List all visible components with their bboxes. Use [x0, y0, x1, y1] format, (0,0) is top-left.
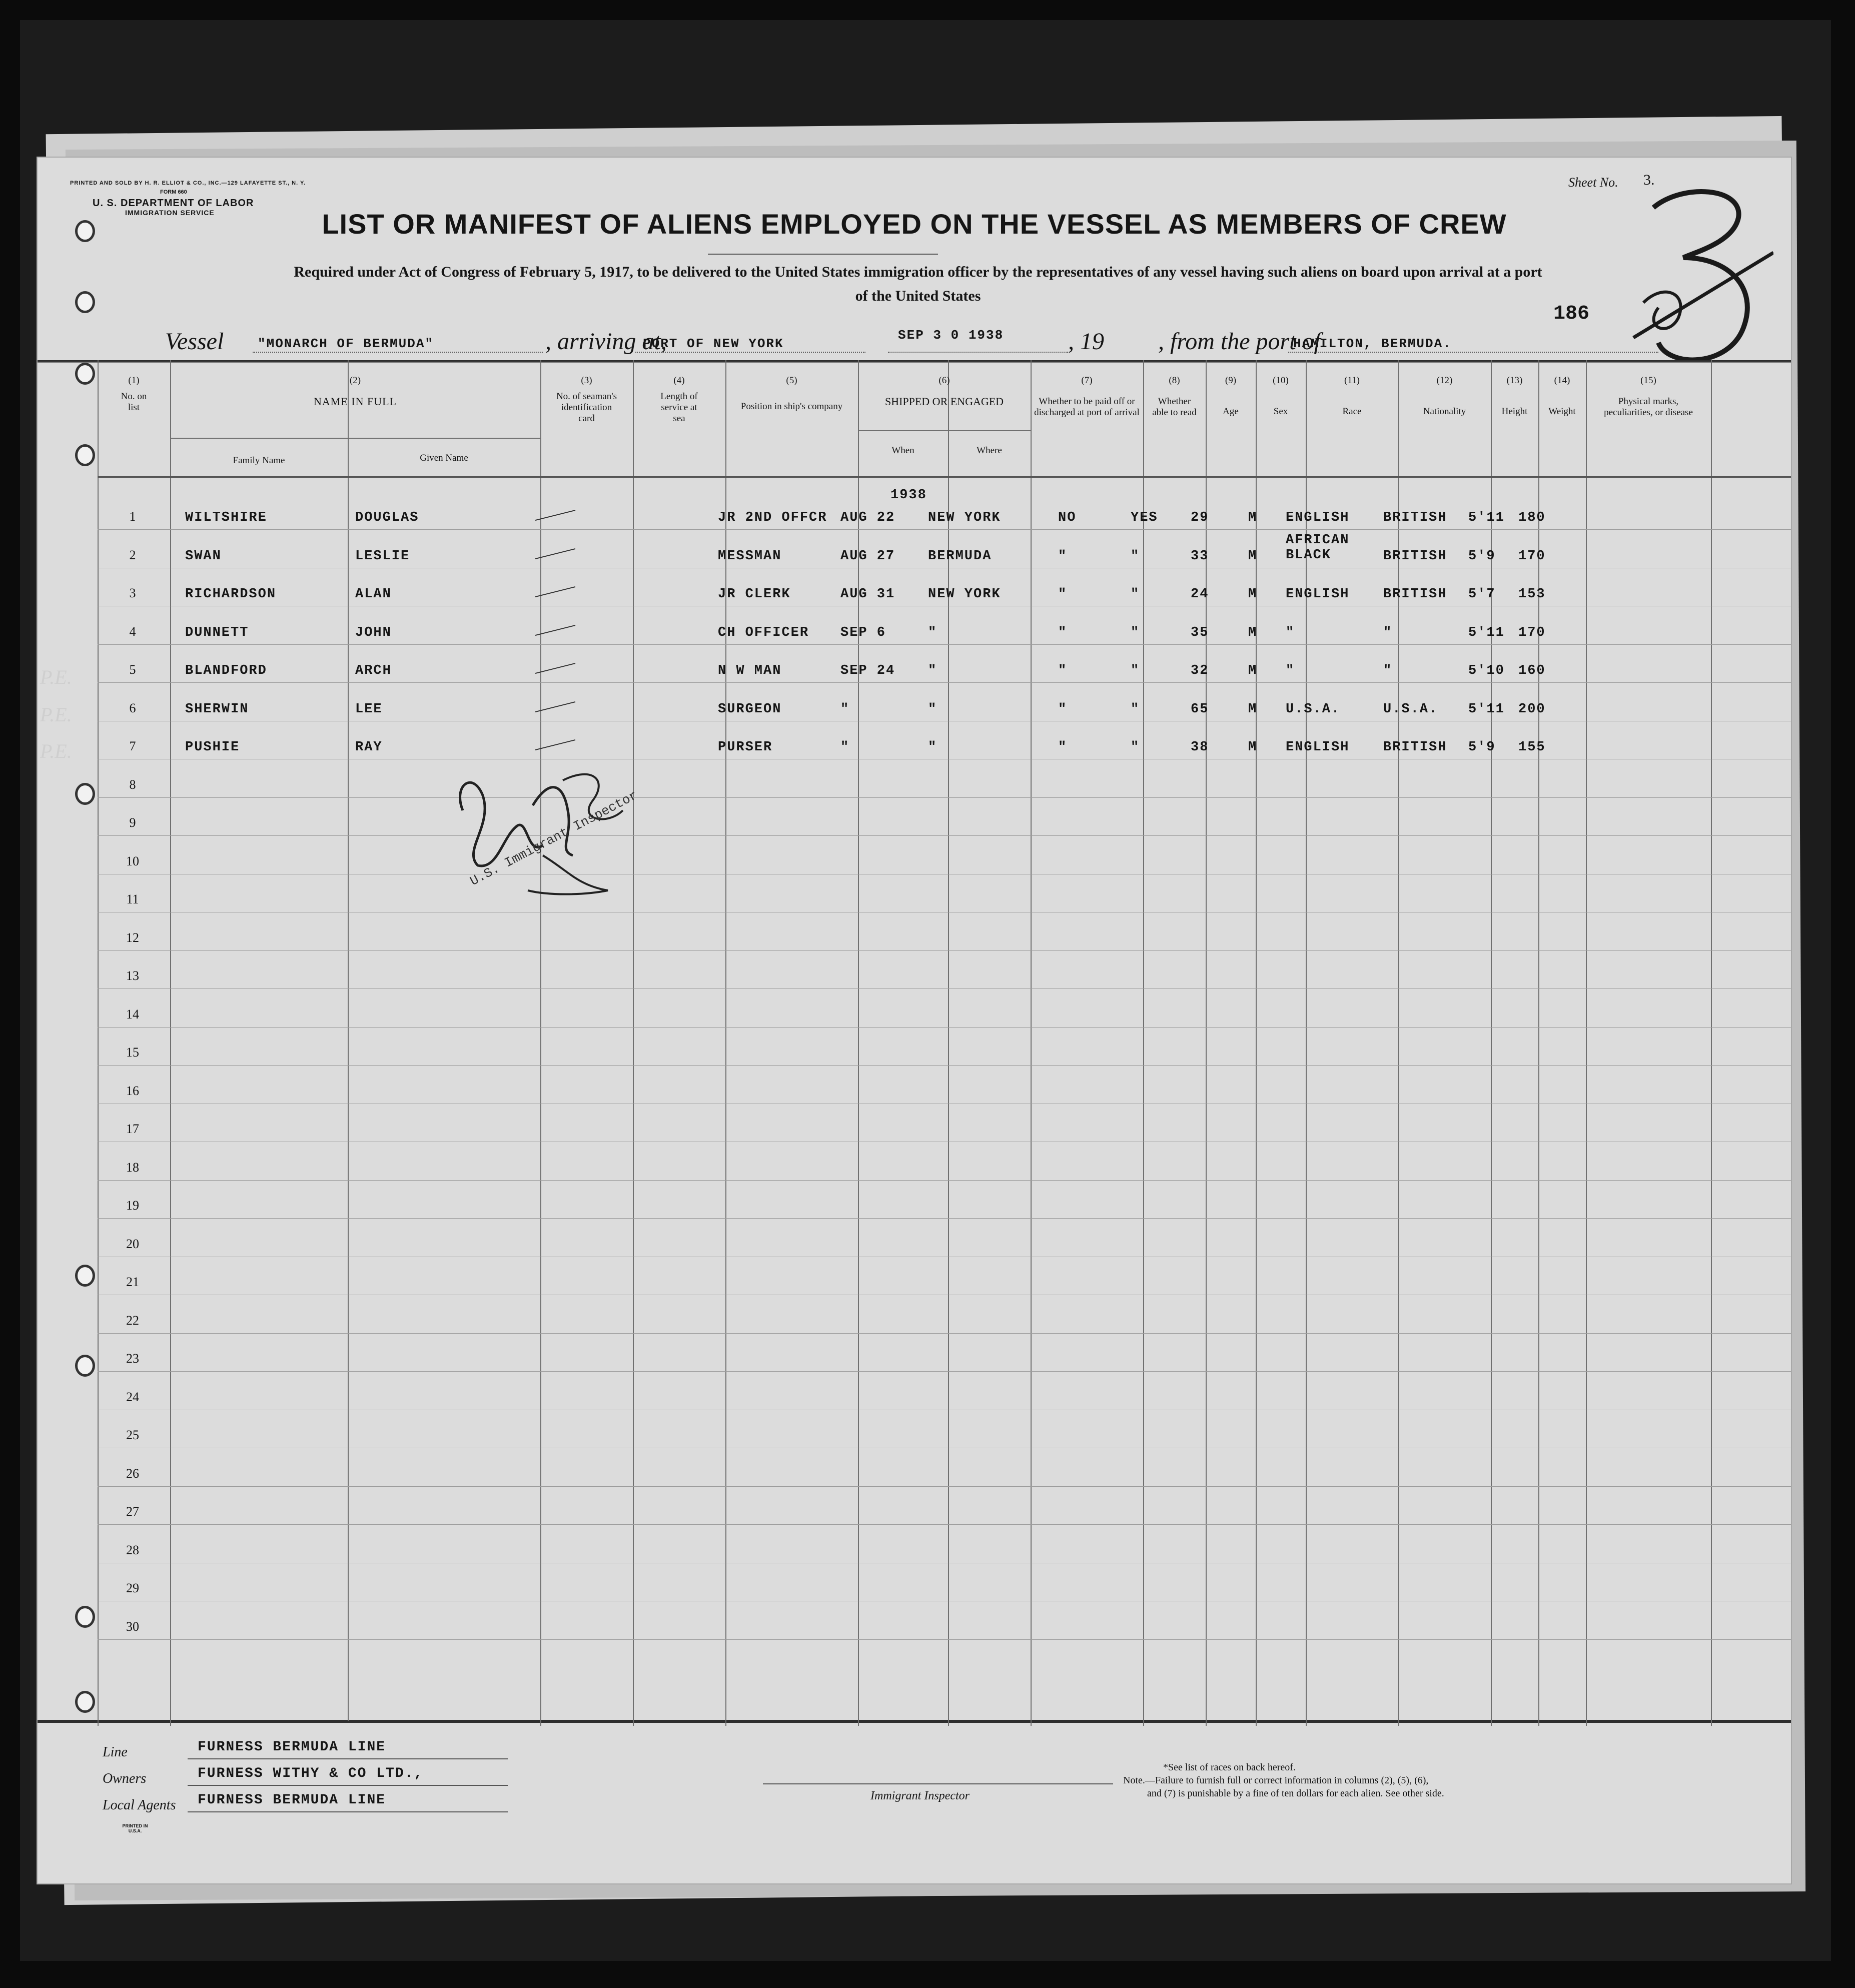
cell-sex: M — [1248, 740, 1258, 755]
col15-label: Physical marks, peculiarities, or disease — [1604, 396, 1693, 418]
line-rule — [188, 1758, 508, 1759]
row-number: 10 — [126, 853, 139, 868]
row-number: 15 — [126, 1045, 139, 1060]
binder-hole — [75, 1691, 95, 1713]
printed-in-usa: PRINTED IN U.S.A. — [122, 1823, 148, 1833]
col-line-16 — [1711, 360, 1712, 1726]
cell-age: 29 — [1191, 510, 1209, 525]
cell-position: MESSMAN — [718, 548, 782, 564]
row-number: 18 — [126, 1160, 139, 1175]
line-value: FURNESS BERMUDA LINE — [198, 1739, 386, 1755]
col-line-6 — [858, 360, 859, 1726]
row-number: 25 — [126, 1428, 139, 1442]
cell-where: BERMUDA — [928, 548, 992, 564]
cell-age: 33 — [1191, 548, 1209, 564]
row-rule — [98, 682, 1791, 683]
cell-weight: 170 — [1518, 625, 1546, 640]
col10-number: (10) — [1273, 375, 1289, 386]
sheet-value: 3. — [1643, 172, 1655, 188]
cell-nationality: " — [1383, 625, 1393, 640]
row-number: 4 — [129, 624, 136, 639]
department-name: U. S. DEPARTMENT OF LABOR — [93, 198, 254, 209]
cell-where: " — [928, 701, 938, 717]
row-number: 1 — [129, 509, 136, 524]
col10-label: Sex — [1273, 406, 1288, 417]
races-note: *See list of races on back hereof. — [1163, 1762, 1296, 1773]
arrival-port: PORT OF NEW YORK — [643, 336, 784, 351]
col10-header — [1256, 375, 1306, 417]
col15-header — [1586, 375, 1711, 418]
row-number: 24 — [126, 1389, 139, 1404]
year-label: , 19 — [1068, 328, 1104, 355]
col7-label: Whether to be paid off or discharged at port of arrival — [1034, 396, 1140, 418]
row-number: 11 — [126, 892, 139, 906]
line-label: Line — [103, 1744, 128, 1760]
col7-header — [1031, 375, 1143, 418]
col12-number: (12) — [1436, 375, 1453, 386]
cell-weight: 170 — [1518, 548, 1546, 564]
row-number: 12 — [126, 930, 139, 945]
arriving-label: , arriving at, — [545, 328, 667, 355]
cell-given: ALAN — [355, 587, 392, 602]
cell-sex: M — [1248, 587, 1258, 602]
row-number: 9 — [129, 815, 136, 830]
cell-position: PURSER — [718, 740, 773, 755]
row-rule — [98, 529, 1791, 530]
col4-number: (4) — [673, 375, 685, 386]
col13-header — [1491, 375, 1538, 417]
row-number: 30 — [126, 1619, 139, 1634]
cell-position: JR 2ND OFFCR — [718, 510, 827, 525]
col2-label: NAME IN FULL — [314, 395, 397, 408]
id-card-slash-mark — [535, 699, 580, 714]
row-number: 23 — [126, 1351, 139, 1366]
cell-height: 5'11 — [1468, 701, 1505, 717]
cell-read: " — [1131, 587, 1140, 602]
row-number: 19 — [126, 1198, 139, 1213]
row-number: 6 — [129, 700, 136, 715]
cell-sex: M — [1248, 625, 1258, 640]
col8-number: (8) — [1169, 375, 1180, 386]
row-rule — [98, 1218, 1791, 1219]
handwritten-3-mark — [1623, 178, 1773, 388]
cell-sex: M — [1248, 701, 1258, 717]
col-line-11 — [1306, 360, 1307, 1726]
col-line-4 — [633, 360, 634, 1726]
col-line-2 — [170, 360, 171, 1726]
owners-rule — [188, 1785, 508, 1786]
row-rule — [98, 1027, 1791, 1028]
vessel-name: "MONARCH OF BERMUDA" — [258, 336, 434, 351]
cell-height: 5'9 — [1468, 740, 1496, 755]
row-number: 21 — [126, 1275, 139, 1289]
row-rule — [98, 797, 1791, 798]
cell-read: " — [1131, 740, 1140, 755]
col1-label: No. on list — [121, 391, 147, 413]
col6-header — [858, 375, 1031, 407]
row-number: 14 — [126, 1007, 139, 1022]
binder-hole — [75, 291, 95, 313]
row-rule — [98, 1371, 1791, 1372]
binder-hole — [75, 363, 95, 385]
cell-when: AUG 31 — [840, 587, 895, 602]
cell-nationality: BRITISH — [1383, 510, 1447, 525]
row-number: 7 — [129, 739, 136, 753]
family-name-header: Family Name — [233, 455, 285, 466]
cell-position: CH OFFICER — [718, 625, 809, 640]
cell-given: DOUGLAS — [355, 510, 419, 525]
cell-family: PUSHIE — [185, 740, 240, 755]
cell-family: BLANDFORD — [185, 663, 267, 678]
cell-read: " — [1131, 625, 1140, 640]
col9-header — [1206, 375, 1256, 417]
col14-label: Weight — [1548, 406, 1576, 417]
owners-label: Owners — [103, 1771, 147, 1786]
col13-label: Height — [1501, 406, 1528, 417]
cell-where: " — [928, 740, 938, 755]
cell-paid-off: " — [1058, 701, 1068, 717]
cell-paid-off: " — [1058, 625, 1068, 640]
col5-header — [725, 375, 858, 412]
row-number: 2 — [129, 547, 136, 562]
col2-header — [170, 375, 540, 407]
cell-height: 5'7 — [1468, 587, 1496, 602]
col-line-6a — [948, 360, 949, 1726]
cell-position: SURGEON — [718, 701, 782, 717]
row-number: 26 — [126, 1466, 139, 1481]
cell-weight: 180 — [1518, 510, 1546, 525]
header-bottom-rule — [98, 476, 1791, 478]
cell-sex: M — [1248, 663, 1258, 678]
col13-number: (13) — [1506, 375, 1523, 386]
cell-family: WILTSHIRE — [185, 510, 267, 525]
binder-hole — [75, 444, 95, 466]
col-line-15 — [1586, 360, 1587, 1726]
cell-race: ENGLISH — [1286, 587, 1350, 602]
col-line-14 — [1538, 360, 1539, 1726]
cell-weight: 153 — [1518, 587, 1546, 602]
row-number: 16 — [126, 1083, 139, 1098]
subtitle-line-1: Required under Act of Congress of February 5, 1917, to be delivered to the United States immigration officer by the representatives of any vessel having such aliens on board upon arrival at a port — [294, 264, 1542, 280]
cell-when: SEP 6 — [840, 625, 886, 640]
col1-number: (1) — [128, 375, 140, 386]
cell-age: 65 — [1191, 701, 1209, 717]
cell-race: " — [1286, 625, 1295, 640]
binder-hole — [75, 783, 95, 805]
col12-label: Nationality — [1423, 406, 1466, 417]
row-rule — [98, 1333, 1791, 1334]
cell-when: SEP 24 — [840, 663, 895, 678]
row-number: 22 — [126, 1313, 139, 1328]
cell-paid-off: " — [1058, 663, 1068, 678]
col3-label: No. of seaman's identification card — [556, 391, 617, 424]
row-rule — [98, 644, 1791, 645]
cell-age: 32 — [1191, 663, 1209, 678]
col7-number: (7) — [1081, 375, 1093, 386]
cell-weight: 200 — [1518, 701, 1546, 717]
agents-label: Local Agents — [103, 1797, 176, 1813]
row-number: 17 — [126, 1122, 139, 1136]
col-line-13 — [1491, 360, 1492, 1726]
binder-hole — [75, 220, 95, 242]
departure-port: HAMILTON, BERMUDA. — [1293, 336, 1452, 351]
margin-note-pe-2: P.E. — [40, 703, 72, 726]
cell-paid-off: NO — [1058, 510, 1077, 525]
departure-port-rule — [1288, 352, 1658, 353]
col-line-3 — [540, 360, 541, 1726]
cell-race: AFRICAN BLACK — [1286, 532, 1350, 563]
cell-where: NEW YORK — [928, 510, 1001, 525]
cell-given: LEE — [355, 701, 383, 717]
shipped-when-header: When — [891, 445, 914, 456]
cell-nationality: U.S.A. — [1383, 701, 1438, 717]
inspector-signature-stamp — [443, 750, 658, 900]
vessel-name-rule — [253, 352, 543, 353]
row-number: 3 — [129, 586, 136, 600]
cell-when: AUG 22 — [840, 510, 895, 525]
cell-when: " — [840, 701, 850, 717]
cell-race: ENGLISH — [1286, 740, 1350, 755]
col9-number: (9) — [1225, 375, 1237, 386]
cell-height: 5'11 — [1468, 510, 1505, 525]
title-rule — [708, 254, 938, 255]
cell-when: AUG 27 — [840, 548, 895, 564]
col-line-1 — [98, 360, 99, 1726]
cell-family: RICHARDSON — [185, 587, 277, 602]
col1-header — [98, 375, 170, 413]
row-number: 13 — [126, 968, 139, 983]
col2-number: (2) — [349, 375, 361, 386]
col-line-9 — [1206, 360, 1207, 1726]
cell-height: 5'11 — [1468, 625, 1505, 640]
col6-label: SHIPPED OR ENGAGED — [884, 395, 1004, 408]
row-rule — [98, 988, 1791, 989]
shipped-subrule — [858, 430, 1031, 431]
cell-race: ENGLISH — [1286, 510, 1350, 525]
service-name: IMMIGRATION SERVICE — [125, 209, 215, 217]
row-rule — [98, 1524, 1791, 1525]
id-card-slash-mark — [535, 584, 580, 599]
owners-value: FURNESS WITHY & CO LTD., — [198, 1766, 424, 1781]
cell-paid-off: " — [1058, 740, 1068, 755]
document-title: LIST OR MANIFEST OF ALIENS EMPLOYED ON THE VESSEL AS MEMBERS OF CREW — [322, 208, 1507, 240]
cell-nationality: BRITISH — [1383, 548, 1447, 564]
cell-position: N W MAN — [718, 663, 782, 678]
col-line-5 — [725, 360, 726, 1726]
id-card-slash-mark — [535, 661, 580, 676]
col8-label: Whether able to read — [1152, 396, 1197, 418]
col-line-8 — [1143, 360, 1144, 1726]
cell-sex: M — [1248, 548, 1258, 564]
cell-read: " — [1131, 701, 1140, 717]
col12-header — [1398, 375, 1491, 417]
arrival-date-rule — [888, 352, 1068, 353]
cell-age: 35 — [1191, 625, 1209, 640]
col4-label: Length of service at sea — [660, 391, 698, 424]
year-1938: 1938 — [890, 488, 927, 503]
inspector-label: Immigrant Inspector — [870, 1789, 970, 1802]
col6-number: (6) — [939, 375, 950, 386]
col-line-12 — [1398, 360, 1399, 1726]
cell-nationality: BRITISH — [1383, 587, 1447, 602]
vessel-label: Vessel — [165, 328, 224, 355]
row-rule — [98, 1639, 1791, 1640]
cell-weight: 155 — [1518, 740, 1546, 755]
col14-number: (14) — [1554, 375, 1570, 386]
col5-number: (5) — [786, 375, 797, 386]
table-bottom-rule — [38, 1720, 1791, 1723]
inspector-rule — [763, 1783, 1113, 1784]
penalty-note-1: Note.—Failure to furnish full or correct information in columns (2), (5), (6), — [1123, 1775, 1429, 1786]
cell-age: 24 — [1191, 587, 1209, 602]
cell-given: RAY — [355, 740, 383, 755]
id-card-slash-mark — [535, 508, 580, 523]
col3-number: (3) — [581, 375, 592, 386]
cell-nationality: BRITISH — [1383, 740, 1447, 755]
col8-header — [1143, 375, 1206, 418]
row-number: 27 — [126, 1504, 139, 1519]
cell-race: U.S.A. — [1286, 701, 1341, 717]
margin-note-pe-1: P.E. — [40, 666, 72, 688]
binder-hole — [75, 1355, 95, 1377]
cell-family: DUNNETT — [185, 625, 249, 640]
cell-where: " — [928, 663, 938, 678]
col15-number: (15) — [1640, 375, 1656, 386]
col4-header — [633, 375, 725, 424]
cell-where: NEW YORK — [928, 587, 1001, 602]
printer-line: PRINTED AND SOLD BY H. R. ELLIOT & CO., INC.—129 LAFAYETTE ST., N. Y. — [70, 180, 306, 186]
cell-weight: 160 — [1518, 663, 1546, 678]
col14-header — [1538, 375, 1586, 417]
id-card-slash-mark — [535, 546, 580, 561]
cell-race: " — [1286, 663, 1295, 678]
agents-value: FURNESS BERMUDA LINE — [198, 1792, 386, 1808]
form-number: FORM 660 — [160, 189, 187, 195]
given-name-header: Given Name — [420, 453, 468, 463]
cell-read: " — [1131, 663, 1140, 678]
cell-height: 5'10 — [1468, 663, 1505, 678]
col11-number: (11) — [1344, 375, 1360, 386]
row-number: 20 — [126, 1236, 139, 1251]
col-line-2a — [348, 360, 349, 1721]
binder-hole — [75, 1606, 95, 1628]
manifest-sheet — [38, 158, 1791, 1883]
margin-note-pe-3: P.E. — [40, 740, 72, 762]
cell-given: JOHN — [355, 625, 392, 640]
cell-paid-off: " — [1058, 548, 1068, 564]
cell-height: 5'9 — [1468, 548, 1496, 564]
cell-given: LESLIE — [355, 548, 410, 564]
cell-family: SHERWIN — [185, 701, 249, 717]
from-port-label: , from the port of — [1158, 328, 1321, 355]
cell-given: ARCH — [355, 663, 392, 678]
name-subrule — [170, 438, 540, 439]
penalty-note-2: and (7) is punishable by a fine of ten dollars for each alien. See other side. — [1147, 1788, 1444, 1799]
binder-hole — [75, 1265, 95, 1287]
cell-family: SWAN — [185, 548, 222, 564]
table-top-rule-2 — [38, 362, 1791, 363]
cell-position: JR CLERK — [718, 587, 791, 602]
cell-nationality: " — [1383, 663, 1393, 678]
cell-paid-off: " — [1058, 587, 1068, 602]
handwritten-number-186: 186 — [1553, 303, 1590, 325]
sheet-label: Sheet No. — [1568, 175, 1618, 190]
row-rule — [98, 1065, 1791, 1066]
cell-when: " — [840, 740, 850, 755]
row-rule — [98, 835, 1791, 836]
col-line-10 — [1256, 360, 1257, 1726]
id-card-slash-mark — [535, 623, 580, 638]
row-rule — [98, 950, 1791, 951]
row-number: 8 — [129, 777, 136, 792]
shipped-where-header: Where — [977, 445, 1002, 456]
cell-read: " — [1131, 548, 1140, 564]
row-number: 5 — [129, 662, 136, 677]
row-number: 29 — [126, 1581, 139, 1595]
subtitle-line-2: of the United States — [855, 288, 981, 304]
row-rule — [98, 1180, 1791, 1181]
row-number: 28 — [126, 1542, 139, 1557]
arrival-date-stamp: SEP 3 0 1938 — [898, 328, 1004, 343]
col-line-7 — [1031, 360, 1032, 1726]
crew-table — [38, 360, 1791, 1726]
cell-where: " — [928, 625, 938, 640]
cell-age: 38 — [1191, 740, 1209, 755]
col5-label: Position in ship's company — [740, 401, 843, 412]
col11-header — [1306, 375, 1398, 417]
arrival-port-rule — [635, 352, 865, 353]
stamp-text: U.S. Immigrant Inspector — [467, 787, 640, 889]
col9-label: Age — [1223, 406, 1239, 417]
col11-label: Race — [1342, 406, 1362, 417]
cell-read: YES — [1131, 510, 1158, 525]
col3-header — [540, 375, 633, 424]
row-rule — [98, 1486, 1791, 1487]
document-subtitle — [148, 260, 1688, 308]
agents-rule — [188, 1811, 508, 1812]
cell-sex: M — [1248, 510, 1258, 525]
